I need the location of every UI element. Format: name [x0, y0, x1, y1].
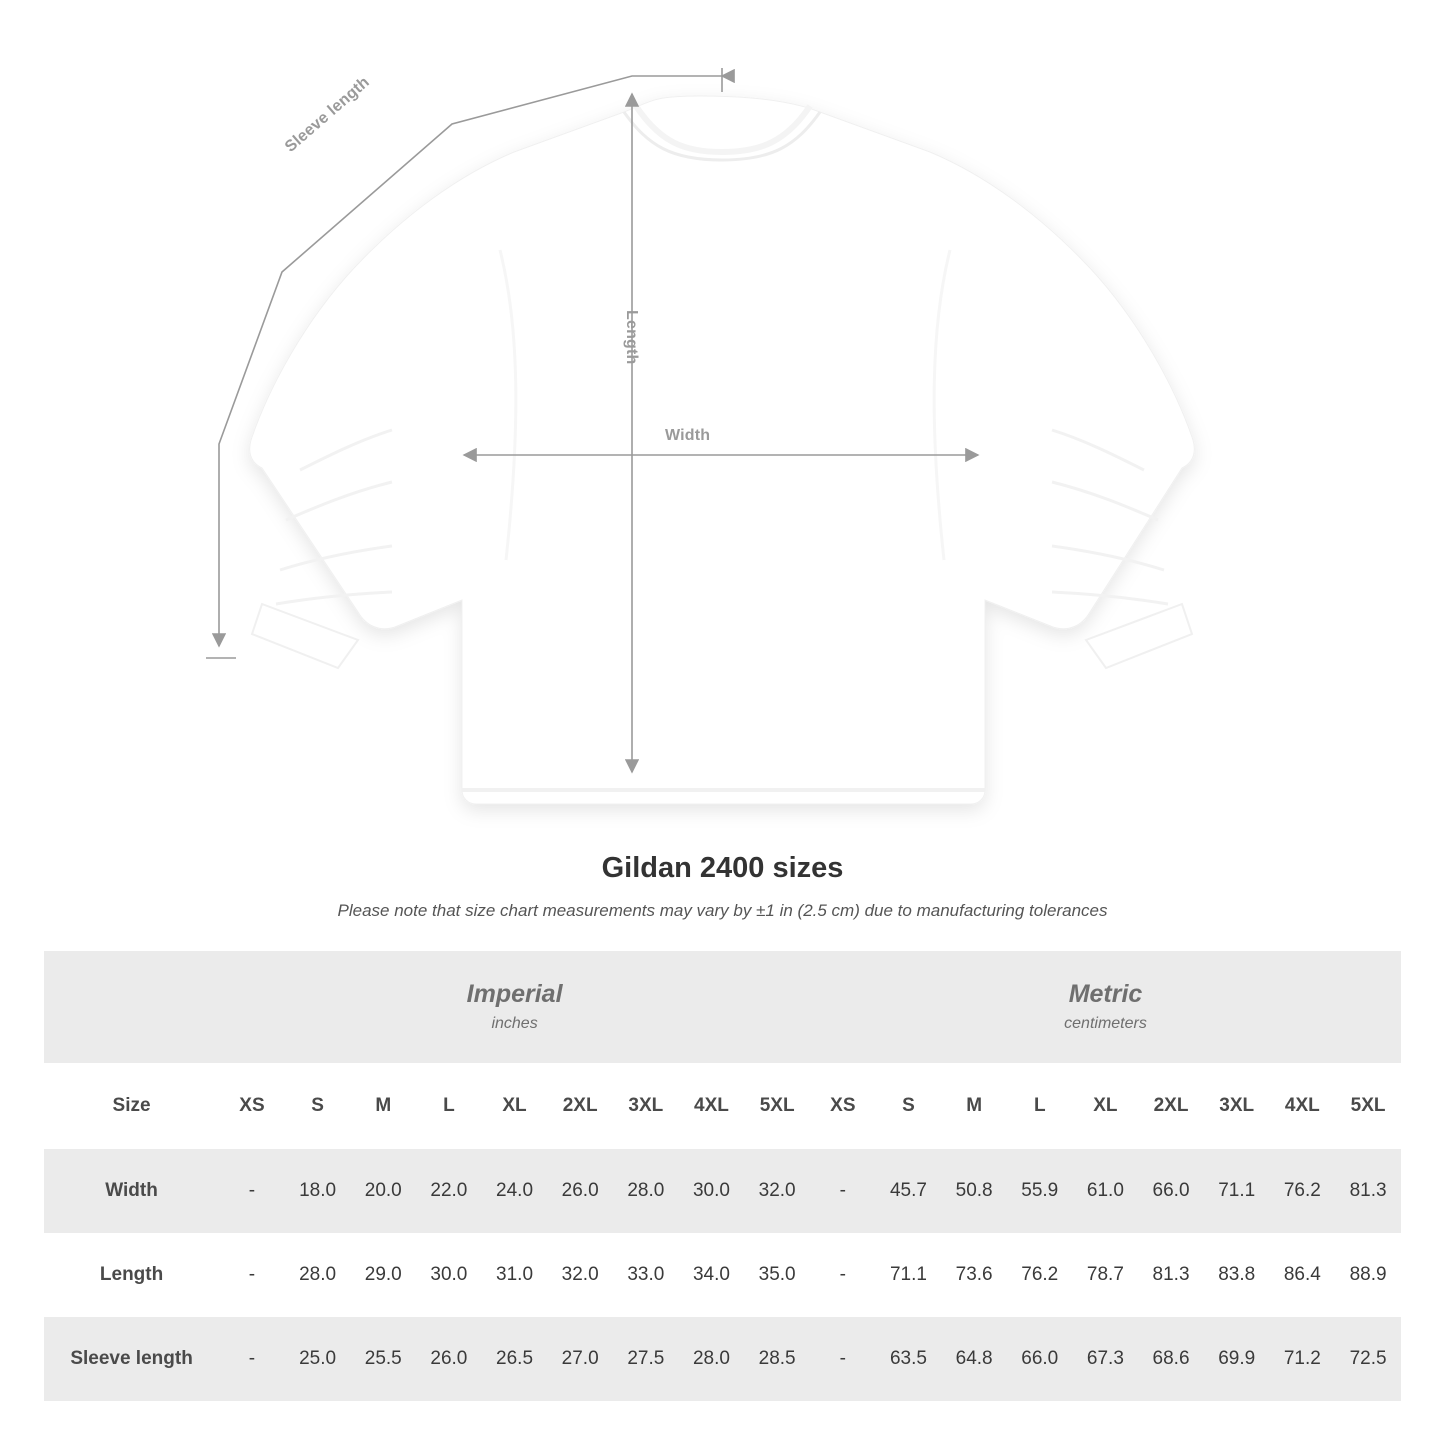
size-column-header: 4XL	[1270, 1063, 1336, 1149]
size-column-header: 2XL	[1138, 1063, 1204, 1149]
measurement-row-label: Sleeve length	[44, 1317, 219, 1401]
size-column-header: 5XL	[744, 1063, 810, 1149]
measurement-cell: 30.0	[416, 1233, 482, 1317]
size-column-header: XS	[219, 1063, 285, 1149]
size-column-header: 5XL	[1335, 1063, 1401, 1149]
measurement-cell: 63.5	[876, 1317, 942, 1401]
measurement-cell: 18.0	[285, 1149, 351, 1233]
measurement-cell: 81.3	[1138, 1233, 1204, 1317]
size-column-header: XL	[1073, 1063, 1139, 1149]
measurement-cell: 73.6	[941, 1233, 1007, 1317]
page-title: Gildan 2400 sizes	[601, 852, 844, 884]
measurement-cell: 26.0	[547, 1149, 613, 1233]
measurement-cell: 50.8	[941, 1149, 1007, 1233]
measurement-cell: 35.0	[744, 1233, 810, 1317]
measurement-cell: 30.0	[679, 1149, 745, 1233]
unit-group-name: Imperial	[466, 979, 563, 1008]
measurement-cell: 78.7	[1073, 1233, 1139, 1317]
table-row	[44, 1317, 1401, 1401]
size-column-header: S	[285, 1063, 351, 1149]
measurement-cell: -	[810, 1233, 876, 1317]
table-row	[44, 1233, 1401, 1317]
measurement-cell: 71.1	[1204, 1149, 1270, 1233]
size-table	[44, 951, 1401, 1401]
shirt-shape	[250, 96, 1195, 804]
measurement-cell: 76.2	[1007, 1233, 1073, 1317]
measurement-cell: 28.0	[613, 1149, 679, 1233]
size-header-label: Size	[44, 1063, 219, 1149]
measurement-cell: 69.9	[1204, 1317, 1270, 1401]
measurement-cell: 88.9	[1335, 1233, 1401, 1317]
measurement-cell: 25.5	[350, 1317, 416, 1401]
unit-group-sub: inches	[491, 1015, 538, 1033]
size-column-header: 4XL	[679, 1063, 745, 1149]
measurement-cell: 26.0	[416, 1317, 482, 1401]
size-column-header: S	[876, 1063, 942, 1149]
measurement-cell: -	[219, 1317, 285, 1401]
measurement-cell: 22.0	[416, 1149, 482, 1233]
measurement-cell: 27.5	[613, 1317, 679, 1401]
measurement-cell: 29.0	[350, 1233, 416, 1317]
measurement-cell: 20.0	[350, 1149, 416, 1233]
unit-group-name: Metric	[1068, 979, 1143, 1008]
size-column-header: L	[416, 1063, 482, 1149]
title-block	[0, 852, 1445, 921]
measurement-cell: 34.0	[679, 1233, 745, 1317]
measurement-row-label: Length	[44, 1233, 219, 1317]
measurement-cell: 45.7	[876, 1149, 942, 1233]
size-column-header: 2XL	[547, 1063, 613, 1149]
unit-header-spacer	[44, 951, 219, 1063]
width-label: Width	[665, 427, 711, 444]
measurement-cell: 27.0	[547, 1317, 613, 1401]
tolerance-note: Please note that size chart measurements may vary by ±1 in (2.5 cm) due to manufacturing tolerances	[337, 901, 1108, 920]
measurement-cell: 76.2	[1270, 1149, 1336, 1233]
unit-group-metric	[810, 951, 1401, 1063]
measurement-cell: 71.2	[1270, 1317, 1336, 1401]
measurement-cell: 28.0	[679, 1317, 745, 1401]
measurement-cell: 83.8	[1204, 1233, 1270, 1317]
left-cuff	[252, 604, 358, 668]
measurement-cell: 86.4	[1270, 1233, 1336, 1317]
unit-group-imperial	[219, 951, 810, 1063]
measurement-cell: 28.0	[285, 1233, 351, 1317]
measurement-cell: 26.5	[482, 1317, 548, 1401]
measurement-cell: 33.0	[613, 1233, 679, 1317]
measurement-cell: -	[810, 1317, 876, 1401]
size-table-container	[44, 951, 1401, 1401]
measurement-cell: 66.0	[1007, 1317, 1073, 1401]
measurement-cell: 31.0	[482, 1233, 548, 1317]
measurement-cell: 81.3	[1335, 1149, 1401, 1233]
right-cuff	[1086, 604, 1192, 668]
measurement-cell: 32.0	[547, 1233, 613, 1317]
table-row	[44, 1149, 1401, 1233]
unit-group-sub: centimeters	[1064, 1015, 1147, 1033]
measurement-cell: 32.0	[744, 1149, 810, 1233]
sleeve-length-label: Sleeve length	[282, 73, 373, 156]
size-header-row	[44, 1063, 1401, 1149]
size-column-header: L	[1007, 1063, 1073, 1149]
measurement-cell: 64.8	[941, 1317, 1007, 1401]
measurement-cell: 72.5	[1335, 1317, 1401, 1401]
length-label: Length	[623, 310, 640, 365]
measurement-cell: 61.0	[1073, 1149, 1139, 1233]
measurement-cell: 71.1	[876, 1233, 942, 1317]
size-column-header: M	[941, 1063, 1007, 1149]
measurement-row-label: Width	[44, 1149, 219, 1233]
measurement-cell: 68.6	[1138, 1317, 1204, 1401]
size-column-header: XS	[810, 1063, 876, 1149]
measurement-cell: 28.5	[744, 1317, 810, 1401]
size-column-header: 3XL	[1204, 1063, 1270, 1149]
measurement-cell: 55.9	[1007, 1149, 1073, 1233]
measurement-cell: -	[219, 1233, 285, 1317]
measurement-cell: 67.3	[1073, 1317, 1139, 1401]
size-column-header: XL	[482, 1063, 548, 1149]
size-column-header: 3XL	[613, 1063, 679, 1149]
size-column-header: M	[350, 1063, 416, 1149]
measurement-cell: 25.0	[285, 1317, 351, 1401]
unit-header-row	[44, 951, 1401, 1063]
measurement-cell: 24.0	[482, 1149, 548, 1233]
measurement-cell: -	[219, 1149, 285, 1233]
measurement-cell: -	[810, 1149, 876, 1233]
measurement-cell: 66.0	[1138, 1149, 1204, 1233]
